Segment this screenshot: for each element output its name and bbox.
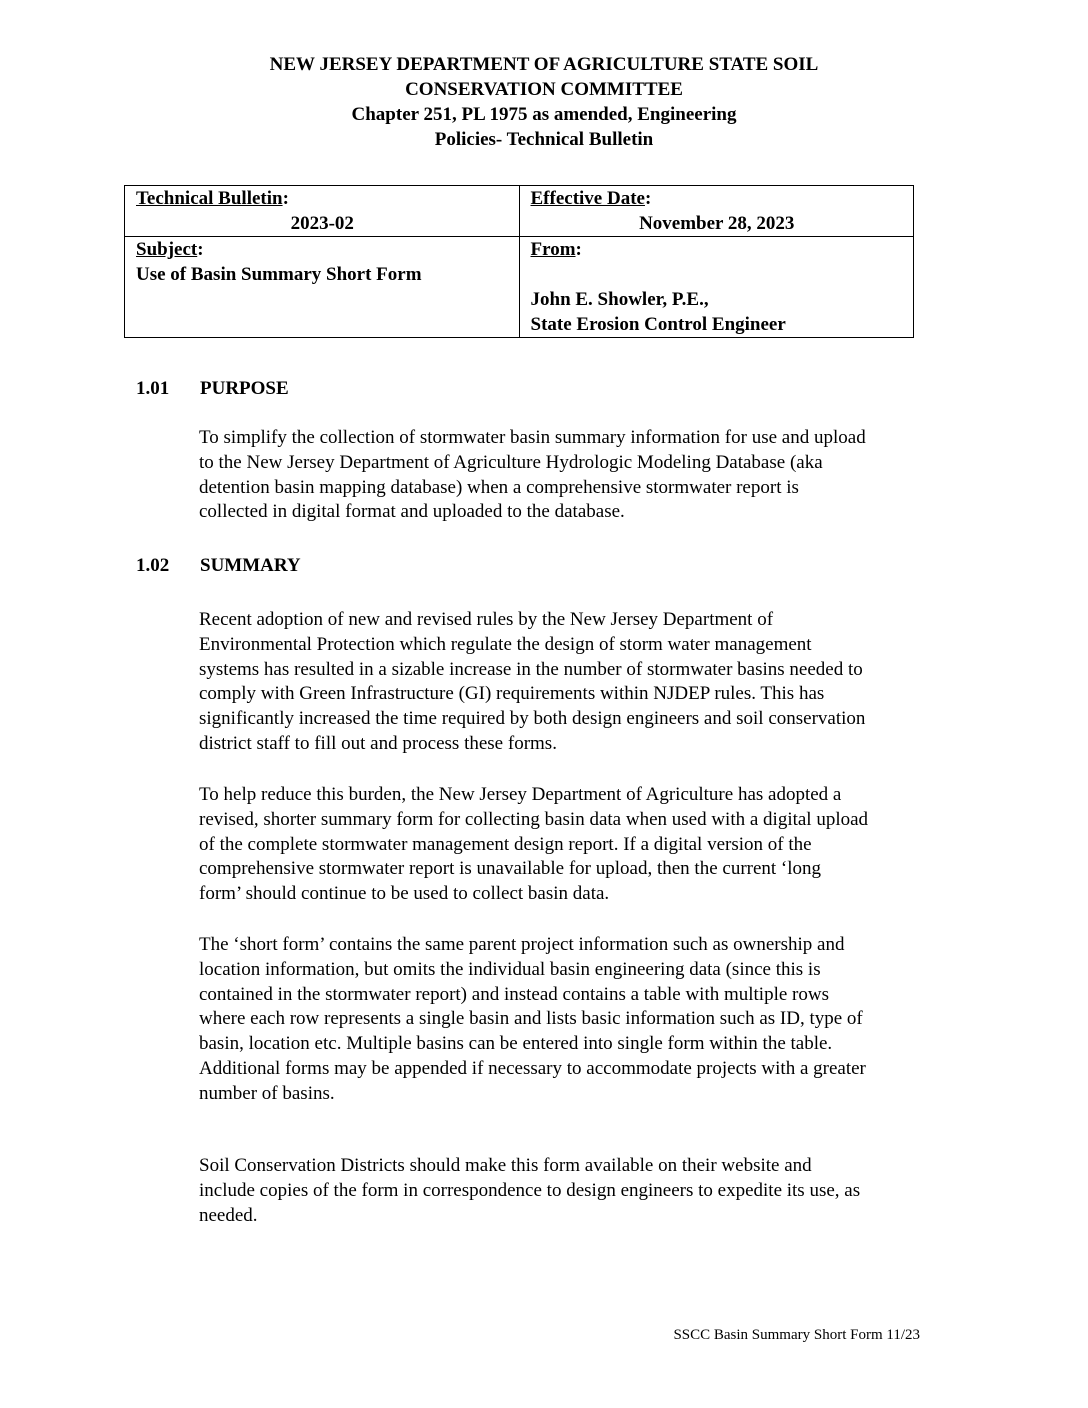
- paragraph-line: basin, location etc. Multiple basins can be entered into single form within the table.: [199, 1033, 833, 1055]
- paragraph-line: revised, shorter summary form for collecting basin data when used with a digital upload: [199, 808, 869, 830]
- from-cell: From: John E. Showler, P.E., State Erosion Control Engineer: [519, 237, 914, 338]
- paragraph-line: comply with Green Infrastructure (GI) requirements within NJDEP rules. This has: [199, 683, 825, 705]
- paragraph-line: contained in the stormwater report) and instead contains a table with multiple rows: [199, 983, 829, 1005]
- header-line: Chapter 251, PL 1975 as amended, Engineering: [351, 104, 737, 125]
- summary-paragraph-2: [199, 783, 959, 907]
- section-heading-summary: [136, 553, 301, 578]
- subject-value: Use of Basin Summary Short Form: [136, 264, 422, 285]
- paragraph-line: The ‘short form’ contains the same parent project information such as ownership and: [199, 934, 845, 955]
- bulletin-info-table: [124, 185, 914, 338]
- summary-paragraph-4: [199, 1154, 959, 1228]
- header-line: CONSERVATION COMMITTEE: [405, 79, 683, 100]
- header-line: Policies- Technical Bulletin: [434, 129, 654, 150]
- header-line: NEW JERSEY DEPARTMENT OF AGRICULTURE STATE SOIL: [269, 54, 819, 75]
- bulletin-number: 2023-02: [290, 213, 354, 234]
- paragraph-line: Recent adoption of new and revised rules by the New Jersey Department of: [199, 609, 774, 630]
- document-header: [0, 52, 1088, 152]
- bulletin-label: Technical Bulletin: [136, 188, 283, 209]
- page-footer: SSCC Basin Summary Short Form 11/23: [673, 1327, 920, 1343]
- from-name: John E. Showler, P.E.,: [530, 289, 709, 310]
- subject-label: Subject: [136, 239, 198, 260]
- paragraph-line: collected in digital format and uploaded to the database.: [199, 501, 625, 523]
- paragraph-line: comprehensive stormwater report is unavailable for upload, then the current ‘long: [199, 858, 822, 880]
- section-number: 1.02: [136, 555, 170, 576]
- paragraph-line: include copies of the form in correspondence to design engineers to expedite its use, as: [199, 1179, 861, 1201]
- effective-date-value: November 28, 2023: [639, 213, 795, 234]
- summary-paragraph-1: [199, 608, 959, 757]
- paragraph-line: district staff to fill out and process these forms.: [199, 732, 557, 754]
- from-title: State Erosion Control Engineer: [530, 314, 786, 335]
- section-title: SUMMARY: [200, 555, 301, 576]
- effective-date-label: Effective Date: [530, 188, 645, 209]
- paragraph-line: number of basins.: [199, 1082, 335, 1104]
- paragraph-line: significantly increased the time required by both design engineers and soil conservation: [199, 708, 866, 730]
- effective-date-cell: Effective Date: November 28, 2023: [519, 186, 914, 237]
- paragraph-line: to the New Jersey Department of Agriculture Hydrologic Modeling Database (aka: [199, 451, 823, 473]
- paragraph-line: Soil Conservation Districts should make this form available on their website and: [199, 1155, 812, 1176]
- paragraph-line: of the complete stormwater management design report. If a digital version of the: [199, 833, 812, 855]
- paragraph-line: form’ should continue to be used to collect basin data.: [199, 883, 610, 905]
- section-number: 1.01: [136, 378, 170, 399]
- section-heading-purpose: [136, 376, 289, 401]
- paragraph-line: detention basin mapping database) when a comprehensive stormwater report is: [199, 476, 799, 498]
- from-label: From: [530, 239, 576, 260]
- paragraph-line: needed.: [199, 1204, 258, 1226]
- paragraph-line: systems has resulted in a sizable increase in the number of stormwater basins needed to: [199, 658, 863, 680]
- paragraph-line: Additional forms may be appended if necessary to accommodate projects with a greater: [199, 1057, 866, 1079]
- paragraph-line: location information, but omits the individual basin engineering data (since this is: [199, 958, 821, 980]
- summary-paragraph-3: [199, 933, 959, 1107]
- subject-cell: Subject: Use of Basin Summary Short Form: [125, 237, 520, 338]
- purpose-paragraph: [199, 426, 959, 525]
- paragraph-line: Environmental Protection which regulate the design of storm water management: [199, 633, 812, 655]
- paragraph-line: To simplify the collection of stormwater basin summary information for use and upload: [199, 427, 866, 448]
- paragraph-line: To help reduce this burden, the New Jersey Department of Agriculture has adopted a: [199, 784, 842, 805]
- bulletin-cell: Technical Bulletin: 2023-02: [125, 186, 520, 237]
- paragraph-line: where each row represents a single basin and lists basic information such as ID, type of: [199, 1008, 863, 1030]
- section-title: PURPOSE: [200, 378, 289, 399]
